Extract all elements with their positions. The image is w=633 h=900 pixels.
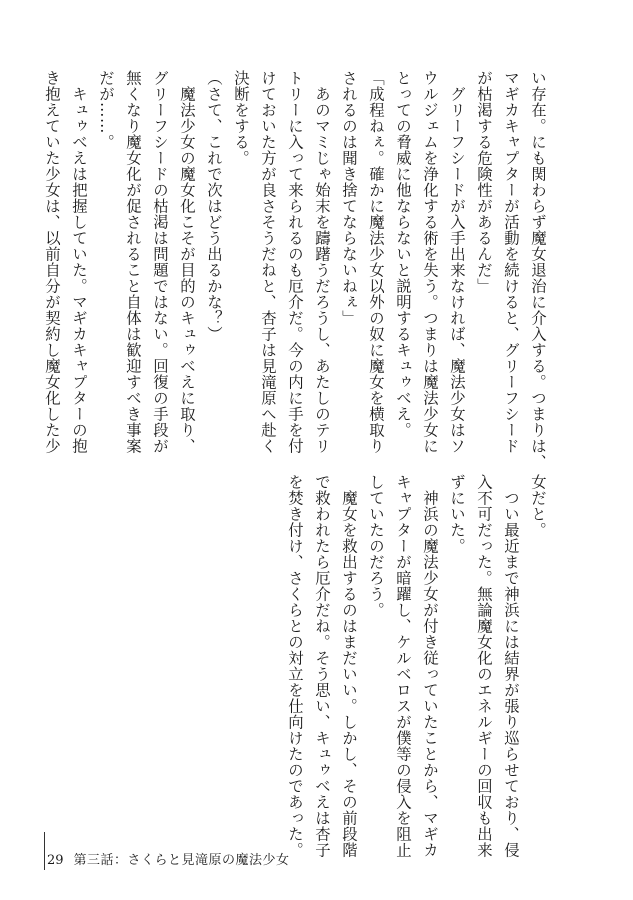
- text-line: い存在。にも関わらず魔女退治に介入する。つまりは、: [529, 70, 547, 470]
- page-number: 29: [47, 853, 64, 868]
- text-line: だが……。: [97, 70, 115, 150]
- upper-text-block: [38, 70, 551, 470]
- text-line: 魔法少女の魔女化こそが目的のキュゥべえに取り、: [178, 70, 196, 454]
- text-line: されるのは聞き捨てならないねぇ」: [340, 70, 358, 326]
- text-line: 魔女を救出するのはまだいい。しかし、その前段階: [340, 474, 358, 858]
- text-line: 無くなり魔女化が促されること自体は歓迎すべき事案: [124, 70, 142, 454]
- text-line: トリーに入って来られるのも厄介だ。今の内に手を付: [286, 70, 304, 454]
- text-line: 入不可だった。無論魔女化のエネルギーの回収も出来: [475, 474, 493, 858]
- text-line: （さて、これで次はどう出るかな？）: [205, 70, 223, 342]
- text-line: グリーフシードが入手出来なければ、魔法少女はソ: [448, 70, 466, 454]
- text-line: キャプターが暗躍し、ケルベロスが僕等の侵入を阻止: [394, 474, 412, 858]
- text-line: キュゥべえは把握していた。マギカキャプターの抱: [70, 70, 88, 454]
- text-line: を焚き付け、さくらとの対立を仕向けたのであった。: [286, 474, 304, 858]
- text-line: グリーフシードの枯渇は問題ではない。回復の手段が: [151, 70, 169, 454]
- text-line: 「成程ねぇ。確かに魔法少女以外の奴に魔女を横取り: [367, 70, 385, 454]
- text-line: マギカキャプターが活動を続けると、グリーフシード: [502, 70, 520, 454]
- text-line: とっての脅威に他ならないと説明するキュゥべえ。: [394, 70, 412, 438]
- text-line: けておいた方が良さそうだねと、杏子は見滝原へ赴く: [259, 70, 277, 454]
- lower-text-block: [281, 474, 551, 858]
- page-footer: [47, 849, 290, 868]
- text-line: ウルジェムを浄化する術を失う。つまりは魔法少女に: [421, 70, 439, 454]
- text-line: で救われたら厄介だね。そう思い、キュゥべえは杏子: [313, 474, 331, 858]
- text-line: 決断をする。: [232, 70, 250, 166]
- text-line: が枯渇する危険性があるんだ」: [475, 70, 493, 294]
- text-line: き抱えていた少女は、以前自分が契約し魔女化した少: [43, 70, 61, 454]
- text-line: していたのだろう。: [367, 474, 385, 618]
- text-line: つい最近まで神浜には結界が張り巡らせており、侵: [502, 474, 520, 858]
- footer-rule: [44, 832, 45, 870]
- text-line: あのマミじゃ始末を躊躇うだろうし、あたしのテリ: [313, 70, 331, 454]
- chapter-title: 第三話：さくらと見滝原の魔法少女: [73, 853, 290, 868]
- text-line: 女だと。: [529, 474, 547, 538]
- text-line: 神浜の魔法少女が付き従っていたことから、マギカ: [421, 474, 439, 858]
- text-line: ずにいた。: [448, 474, 466, 554]
